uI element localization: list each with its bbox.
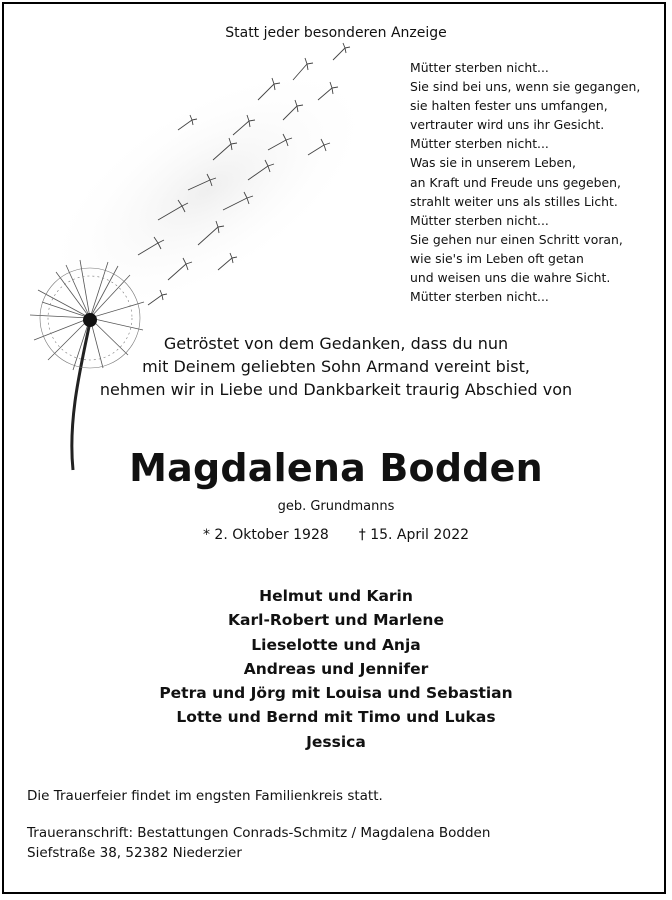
poem-line: Mütter sterben nicht... (410, 60, 549, 75)
mourner-line: Lotte und Bernd mit Timo und Lukas (176, 708, 496, 727)
poem-line: vertrauter wird uns ihr Gesicht. (410, 117, 605, 133)
mourner-line: Lieselotte und Anja (251, 635, 421, 654)
mourning-address (27, 823, 490, 863)
poem-line: Mütter sterben nicht... (410, 136, 549, 152)
birth-date: * 2. Oktober 1928 (202, 527, 329, 543)
poem-line: und weisen uns die wahre Sicht. (410, 270, 611, 286)
life-dates (0, 527, 672, 543)
mourner-line: Andreas und Jennifer (243, 659, 429, 678)
deceased-name: Magdalena Bodden (129, 446, 543, 490)
poem-line: sie halten fester uns umfangen, (410, 98, 608, 114)
mourners-list (0, 584, 672, 754)
poem-line: Sie sind bei uns, wenn sie gegangen, (410, 79, 641, 95)
poem-line: wie sie's im Leben oft getan (410, 250, 584, 266)
mourner-line: Helmut und Karin (259, 587, 413, 605)
header-note: Statt jeder besonderen Anzeige (225, 25, 447, 41)
intro-line: Getröstet von dem Gedanken, dass du nun (163, 334, 509, 353)
poem-line: Sie gehen nur einen Schritt voran, (410, 231, 623, 247)
poem-line: Mütter sterben nicht... (410, 289, 549, 305)
poem-line: Mütter sterben nicht... (410, 212, 549, 228)
poem (410, 58, 640, 306)
poem-line: an Kraft und Freude uns gegeben, (410, 174, 621, 190)
address-line: Traueranschrift: Bestattungen Conrads-Schmitz / Magdalena Bodden (27, 825, 491, 841)
mourner-line: Jessica (306, 732, 366, 751)
intro-line: mit Deinem geliebten Sohn Armand vereint bist, (142, 357, 530, 376)
address-line: Siefstraße 38, 52382 Niederzier (27, 845, 242, 861)
death-date: † 15. April 2022 (358, 527, 470, 543)
maiden-name: geb. Grundmanns (277, 499, 395, 514)
intro-text (0, 332, 672, 401)
poem-line: strahlt weiter uns als stilles Licht. (410, 193, 618, 209)
dandelion-illustration (18, 40, 398, 480)
poem-line: Was sie in unserem Leben, (410, 155, 576, 171)
mourner-line: Petra und Jörg mit Louisa und Sebastian (159, 684, 513, 703)
intro-line: nehmen wir in Liebe und Dankbarkeit traurig Abschied von (99, 380, 573, 399)
mourner-line: Karl-Robert und Marlene (228, 611, 444, 630)
funeral-note: Die Trauerfeier findet im engsten Familienkreis statt. (27, 788, 383, 804)
